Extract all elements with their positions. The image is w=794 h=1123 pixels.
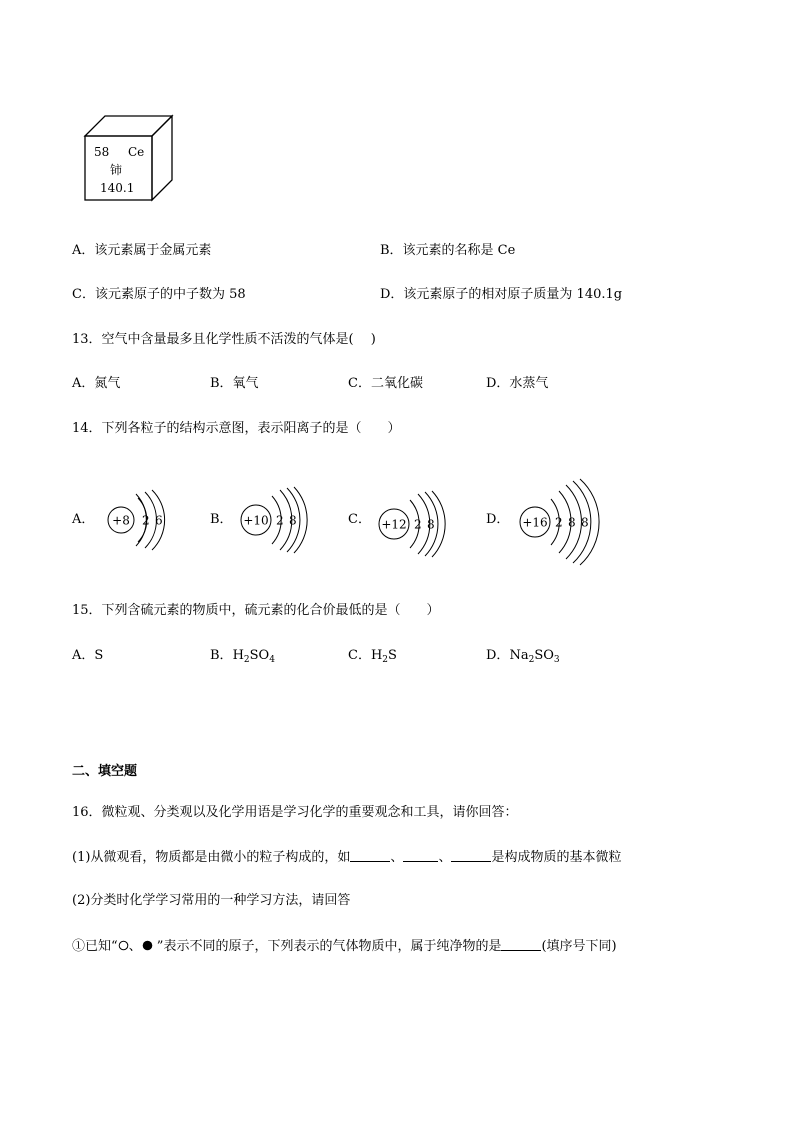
q13-option-d: D．水蒸气	[486, 376, 549, 391]
q16-p3-mid: ”表示不同的原子，下列表示的气体物质中，属于纯净物的是	[152, 939, 502, 954]
q15-b-s2: 4	[269, 655, 275, 665]
q16-sep-1: 、	[390, 850, 404, 865]
q16-p3-prefix: ①已知“	[72, 939, 118, 954]
q13-stem: 13．空气中含量最多且化学性质不活泼的气体是( )	[72, 332, 376, 347]
shell-b-1: 2	[276, 513, 284, 528]
nucleus-a: +8	[112, 513, 130, 528]
q14-label-b: B．	[210, 512, 233, 527]
q15-option-a	[72, 648, 103, 664]
q13-option-c: C．二氧化碳	[348, 376, 423, 391]
q12-option-a: A．该元素属于金属元素	[72, 243, 212, 258]
shell-c-2: 8	[427, 517, 435, 532]
q15-option-b	[210, 648, 275, 668]
q14-label-d: D．	[486, 512, 510, 527]
q15-c-f1: H	[370, 648, 383, 663]
q15-c-s1: 2	[382, 655, 389, 665]
element-card	[80, 112, 180, 204]
q12-option-b: B．该元素的名称是 Ce	[380, 243, 516, 258]
atom-diagram-c	[374, 484, 449, 564]
nucleus-b: +10	[243, 513, 269, 528]
element-symbol: Ce	[128, 145, 145, 159]
q12-option-c: C．该元素原子的中子数为 58	[72, 287, 246, 302]
q15-b-s1: 2	[243, 655, 250, 665]
q15-c-f2: S	[388, 648, 397, 663]
q15-c-label: C．	[348, 648, 371, 663]
q15-stem: 15．下列含硫元素的物质中，硫元素的化合价最低的是（ ）	[72, 603, 440, 618]
q16-sep-2: 、	[438, 850, 452, 865]
q14-label-a: A．	[72, 512, 95, 527]
atom-diagram-a	[100, 480, 175, 560]
q15-d-f2: SO	[534, 648, 554, 663]
shell-d-1: 2	[555, 515, 563, 530]
shell-a-1: 2	[142, 513, 150, 528]
white-atom-icon	[118, 940, 129, 951]
q12-option-d: D．该元素原子的相对原子质量为 140.1g	[380, 287, 623, 302]
q15-d-label: D．	[486, 648, 510, 663]
q16-p1-prefix: (1)从微观看，物质都是由微小的粒子构成的，如	[72, 850, 351, 865]
element-name: 铈	[110, 163, 123, 177]
q16-stem: 16．微粒观、分类观以及化学用语是学习化学的重要观念和工具，请你回答：	[72, 805, 518, 820]
q16-part2: (2)分类时化学学习常用的一种学习方法，请回答	[72, 893, 351, 908]
element-mass: 140.1	[100, 181, 135, 195]
shell-c-1: 2	[414, 517, 422, 532]
atom-diagram-d	[515, 477, 605, 567]
q16-p3-suffix: (填序号下同)	[541, 939, 617, 954]
q15-b-f2: SO	[249, 648, 270, 663]
q14-stem: 14．下列各粒子的结构示意图，表示阳离子的是（ ）	[72, 421, 401, 436]
element-number: 58	[94, 145, 110, 159]
q13-option-a: A．氮气	[72, 376, 121, 391]
answer-blank-4[interactable]	[501, 938, 541, 951]
shell-d-3: 8	[581, 515, 589, 530]
atom-diagram-b	[236, 480, 311, 560]
q15-d-s2: 3	[553, 655, 560, 665]
q15-d-s1: 2	[528, 655, 535, 665]
shell-d-2: 8	[568, 515, 576, 530]
answer-blank-2[interactable]	[403, 849, 438, 862]
answer-blank-1[interactable]	[350, 849, 390, 862]
q13-option-b: B．氧气	[210, 376, 259, 391]
q16-part3	[72, 938, 617, 955]
q14-label-c: C．	[348, 512, 371, 527]
black-atom-icon	[142, 940, 153, 951]
answer-blank-3[interactable]	[451, 849, 491, 862]
q15-option-c	[348, 648, 397, 668]
q15-b-f1: H	[232, 648, 244, 663]
nucleus-d: +16	[522, 515, 548, 530]
q15-d-f1: Na	[509, 648, 529, 663]
q15-b-label: B．	[210, 648, 233, 663]
nucleus-c: +12	[381, 517, 407, 532]
q16-p3-sep: 、	[128, 939, 142, 954]
section-title: 二、填空题	[72, 764, 138, 779]
shell-b-2: 8	[289, 513, 297, 528]
shell-a-2: 6	[155, 513, 163, 528]
q15-a-formula: S	[94, 648, 104, 663]
q16-p1-suffix: 是构成物质的基本微粒	[491, 850, 622, 865]
q15-option-d	[486, 648, 560, 668]
q16-part1	[72, 849, 621, 866]
q15-a-label: A．	[72, 648, 95, 663]
